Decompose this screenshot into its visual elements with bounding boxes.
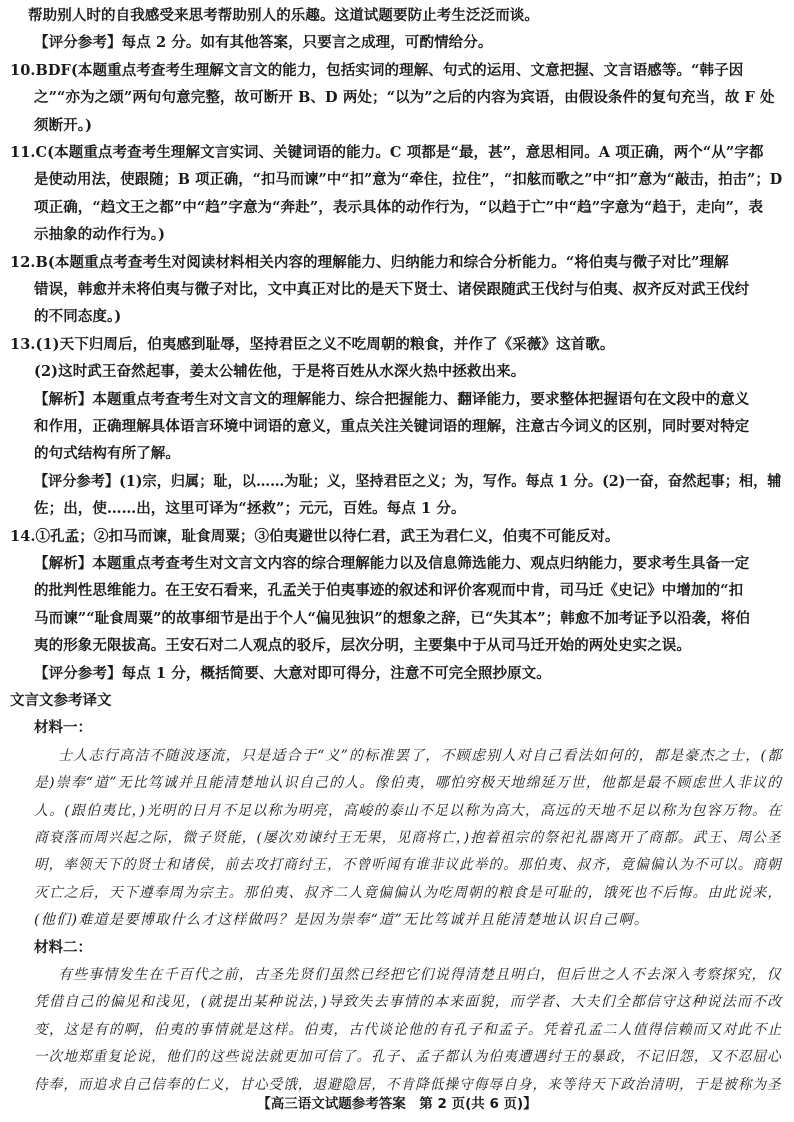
- translation-line: 是)崇奉“道”无比笃诚并且能清楚地认识自己的人。像伯夷，哪怕穷极天地绵延万世，他都是最不顾虑世人非议的: [34, 775, 783, 792]
- page-footer: 【高三语文试题参考答案 第 2 页(共 6 页)】: [257, 1096, 537, 1112]
- translation-line: (他们)难道是要博取什么才这样做吗？是因为崇奉“道”无比笃诚并且能清楚地认识自己啊。: [34, 912, 650, 929]
- translation-heading: 文言文参考译文: [10, 692, 112, 709]
- material-2-title: 材料二：: [34, 938, 92, 956]
- translation-line: 凭借自己的偏见和浅见，(就提出某种说法，)导致失去事情的本来面貌，而学者、大夫们全都信守这种说法而不改: [34, 994, 783, 1011]
- text-line: 帮助别人时的自我感受来思考帮助别人的乐趣。这道试题要防止考生泛泛而谈。: [28, 7, 539, 24]
- answer-line: 【评分参考】(1)宗，归属；耻，以……为耻；义，坚持君臣之义；为，写作。每点 1 分。(2)一奋，奋然起事；相，辅: [34, 472, 782, 490]
- translation-line: 侍奉，而追求自己信奉的仁义，甘心受饿，退避隐居，不肯降低操守侮辱自身，来等待天下政治清明，于是被称为圣: [34, 1076, 782, 1093]
- answer-line: 之”“亦为之颂”两句句意完整，故可断开 B、D 两处；“以为”之后的内容为宾语，由假设条件的复句充当，故 F 处: [34, 89, 775, 107]
- translation-line: 明，率领天下的贤士和诸侯，前去攻打商纣王，不曾听闻有谁非议此举的。那伯夷、叔齐，竟偏偏认为不可以。商朝: [34, 857, 782, 874]
- answer-line: 示抽象的动作行为。): [34, 226, 166, 244]
- answer-line: 10.BDF(本题重点考查考生理解文言文的能力，包括实词的理解、句式的运用、文意把握、文言语感等。“韩子因: [10, 61, 744, 79]
- answer-line: 错误，韩愈并未将伯夷与微子对比，文中真正对比的是天下贤士、诸侯跟随武王伐纣与伯夷、叔齐反对武王伐纣: [34, 281, 750, 298]
- answer-line: 13.(1)天下归周后，伯夷感到耻辱，坚持君臣之义不吃周朝的粮食，并作了《采薇》这首歌。: [10, 335, 615, 353]
- translation-line: 士人志行高洁不随波逐流，只是适合于“义”的标准罢了，不顾虑别人对自己看法如何的，都是豪杰之士，(都: [58, 747, 783, 764]
- answer-line: 马而谏”“耻食周粟”的故事细节是出于个人“偏见独识”的想象之辞，已“失其本”；韩愈不加考证予以沿袭，将伯: [34, 609, 751, 627]
- answer-line: 11.C(本题重点考查考生理解文言实词、关键词语的能力。C 项都是“最，甚”，意思相同。A 项正确，两个“从”字都: [10, 144, 764, 161]
- translation-line: 有些事情发生在千百代之前，古圣先贤们虽然已经把它们说得清楚且明白，但后世之人不去深入考察探究，仅: [58, 967, 782, 983]
- translation-line: 一次地郑重复论说，他们的这些说法就更加可信了。孔子、孟子都认为伯夷遭遇纣王的暴政，不记旧怨，又不忍屈心: [34, 1049, 782, 1066]
- translation-line: 灭亡之后，天下遵奉周为宗主。那伯夷、叔齐二人竟偏偏认为吃周朝的粮食是可耻的，饿死也不后悔。由此说来，: [34, 884, 783, 901]
- text-line: 【评分参考】每点 2 分。如有其他答案，只要言之成理，可酌情给分。: [34, 34, 493, 52]
- answer-line: 的不同态度。): [34, 308, 122, 326]
- answer-line: 是使动用法，使跟随；B 项正确，“扣马而谏”中“扣”意为“牵住，拉住”，“扣舷而歌之”中“扣”意为“敲击，拍击”；D: [34, 171, 783, 189]
- answer-line: 14.①孔孟；②扣马而谏，耻食周粟；③伯夷避世以待仁君，武王为君仁义，伯夷不可能反对。: [10, 527, 620, 545]
- translation-line: 变，这是有的啊，伯夷的事情就是这样。伯夷，古代谈论他的有孔子和孟子。凭着孔孟二人值得信赖而又对此不止: [34, 1021, 783, 1038]
- material-1-title: 材料一：: [34, 719, 92, 737]
- answer-line: 【解析】本题重点考查考生对文言文内容的综合理解能力以及信息筛选能力、观点归纳能力，要求考生具备一定: [34, 555, 750, 572]
- answer-line: 夷的形象无限拔高。王安石对二人观点的驳斥，层次分明，主要集中于从司马迁开始的两处史实之误。: [34, 637, 691, 655]
- answer-line: 12.B(本题重点考查考生对阅读材料相关内容的理解能力、归纳能力和综合分析能力。“将伯夷与微子对比”理解: [10, 253, 729, 271]
- translation-line: 人。(跟伯夷比，)光明的日月不足以称为明亮，高峻的泰山不足以称为高大，高远的天地不足以称为包容万物。在: [34, 802, 783, 819]
- answer-line: 的句式结构有所了解。: [34, 445, 180, 463]
- answer-line: 和作用，正确理解具体语言环境中词语的意义，重点关注关键词语的理解，注意古今词义的区别，同时要对特定: [34, 418, 750, 435]
- answer-line: (2)这时武王奋然起事，姜太公辅佐他，于是将百姓从水深火热中拯救出来。: [34, 363, 526, 381]
- answer-line: 须断开。): [34, 116, 93, 134]
- answer-line: 【评分参考】每点 1 分，概括简要、大意对即可得分，注意不可完全照抄原文。: [34, 664, 551, 682]
- translation-line: 商衰落而周兴起之际，微子贤能，(屡次劝谏纣王无果，见商将亡，)抱着祖宗的祭祀礼器离开了商都。武王、周公圣: [34, 830, 782, 846]
- answer-line: 项正确，“趋文王之都”中“趋”字意为“奔赴”，表示具体的动作行为，“以趋于亡”中“趋”字意为“趋于，走向”，表: [34, 198, 764, 216]
- answer-line: 【解析】本题重点考查考生对文言文的理解能力、综合把握能力、翻译能力，要求整体把握语句在文段中的意义: [34, 390, 750, 408]
- answer-line: 佐；出，使……出，这里可译为“拯救”；元元，百姓。每点 1 分。: [34, 500, 466, 518]
- answer-line: 的批判性思维能力。在王安石看来，孔孟关于伯夷事迹的叙述和评价客观而中肯，司马迁《史记》中增加的“扣: [34, 582, 744, 600]
